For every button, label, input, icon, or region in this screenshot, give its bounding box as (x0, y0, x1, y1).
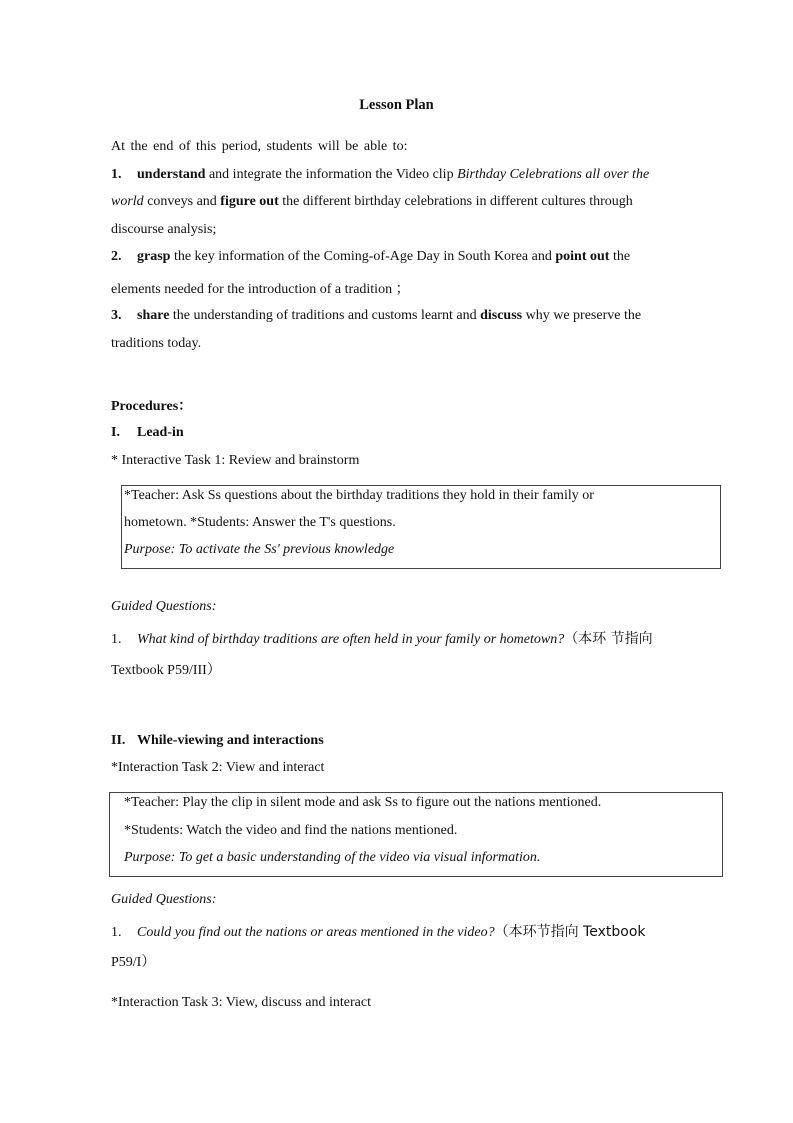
task-2-box (109, 792, 723, 877)
objective-text: the key information of the Coming-of-Age Day in South Korea and (170, 249, 556, 264)
question-reference-cont: P59/I） (111, 955, 156, 970)
objective-text: conveys and (143, 194, 221, 209)
purpose-line (124, 542, 394, 558)
section-1-heading (111, 425, 184, 441)
objective-text: and integrate the information the Video clip (205, 167, 458, 182)
objective-1-line-3: discourse analysis; (111, 222, 217, 237)
purpose-text: To get a basic understanding of the video via visual information. (175, 850, 541, 865)
question-reference-cont: Textbook P59/III） (111, 663, 221, 678)
objective-verb: grasp (137, 249, 171, 264)
task-1-label: * Interactive Task 1: Review and brainstorm (111, 453, 360, 468)
section-title: While-viewing and interactions (137, 733, 324, 748)
objective-verb: discuss (480, 308, 523, 323)
objective-verb: understand (137, 167, 206, 182)
objective-verb: share (137, 308, 170, 323)
teacher-instruction: *Teacher: Ask Ss questions about the birthday traditions they hold in their family or (124, 488, 594, 503)
objective-1-line-2 (111, 194, 633, 210)
objective-2-line-2: elements needed for the introduction of a tradition ； (111, 282, 410, 297)
objective-verb: figure out (220, 194, 279, 209)
objective-text: the understanding of traditions and customs learnt and (169, 308, 481, 323)
question-text: Could you find out the nations or areas mentioned in the video? (137, 925, 495, 940)
teacher-instruction: *Teacher: Play the clip in silent mode and ask Ss to figure out the nations mentioned. (124, 795, 602, 810)
purpose-line (124, 850, 540, 866)
guided-question-1 (111, 628, 653, 648)
task-3-label: *Interaction Task 3: View, discuss and interact (111, 995, 371, 1010)
objective-2-line-1 (111, 249, 630, 265)
guided-questions-label: Guided Questions: (111, 892, 217, 907)
question-number: 1. (111, 632, 122, 647)
objective-number: 2. (111, 249, 122, 264)
objective-text: why we preserve the (522, 308, 642, 323)
question-text: What kind of birthday traditions are often held in your family or hometown? (137, 632, 565, 647)
purpose-label: Purpose: (124, 850, 176, 865)
task-2-label: *Interaction Task 2: View and interact (111, 760, 325, 775)
page-title: Lesson Plan (359, 97, 434, 113)
objective-number: 3. (111, 308, 122, 323)
question-reference: （本环 节指向 (564, 631, 653, 647)
objective-3-line-1 (111, 308, 641, 324)
objective-text: the different birthday celebrations in different cultures through (278, 194, 633, 209)
section-2-heading (111, 733, 324, 749)
task-1-box (121, 485, 721, 569)
objective-number: 1. (111, 167, 122, 182)
objective-verb: point out (555, 249, 610, 264)
procedures-heading: Procedures： (111, 399, 193, 414)
video-title-cont: world (111, 194, 144, 209)
guided-questions-label: Guided Questions: (111, 599, 217, 614)
student-instruction: *Students: Watch the video and find the nations mentioned. (124, 823, 458, 838)
objective-1-line-1 (111, 167, 649, 183)
guided-question-1 (111, 921, 646, 941)
question-reference: （本环节指向 Textbook (494, 924, 646, 940)
video-title: Birthday Celebrations all over the (457, 167, 650, 182)
objective-3-line-2: traditions today. (111, 336, 202, 351)
section-number: I. (111, 425, 120, 440)
purpose-label: Purpose: (124, 542, 176, 557)
section-title: Lead-in (137, 425, 184, 440)
section-number: II. (111, 733, 126, 748)
purpose-text: To activate the Ss' previous knowledge (175, 542, 395, 557)
student-instruction: hometown. *Students: Answer the T's questions. (124, 515, 396, 530)
question-number: 1. (111, 925, 122, 940)
objectives-intro: At the end of this period, students will be able to: (111, 139, 408, 154)
objective-text: the (609, 249, 631, 264)
